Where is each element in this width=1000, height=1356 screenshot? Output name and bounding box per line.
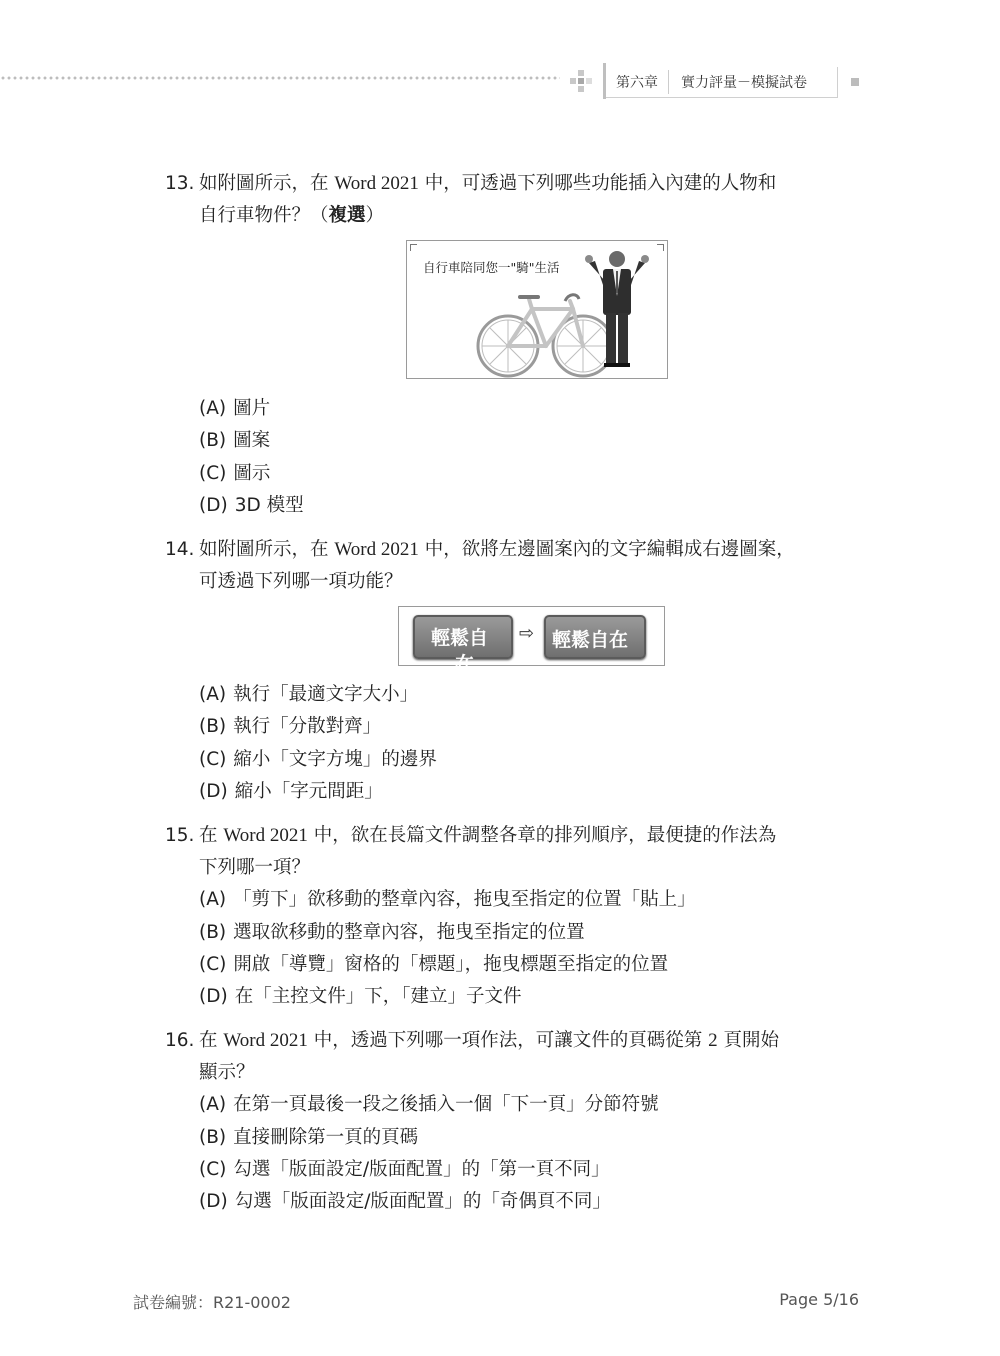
header-separator bbox=[668, 70, 669, 94]
question-text-line: 在 Word 2021 中，欲在長篇文件調整各章的排列順序，最便捷的作法為 bbox=[199, 825, 777, 846]
question-text-line: 自行車物件？（複選） bbox=[199, 205, 385, 226]
question-text-line: 顯示？ bbox=[199, 1062, 255, 1083]
page-number: Page 5/16 bbox=[779, 1290, 859, 1309]
question-number: 13. bbox=[165, 173, 195, 194]
option-d: (D) 在「主控文件」下，「建立」子文件 bbox=[199, 986, 522, 1007]
header-dotted-rule bbox=[0, 76, 560, 80]
wordart-after: 輕鬆自在 bbox=[544, 615, 646, 659]
option-d: (D) 3D 模型 bbox=[199, 495, 304, 516]
option-c: (C) 縮小「文字方塊」的邊界 bbox=[199, 749, 437, 770]
bicycle-and-person-illustration bbox=[407, 241, 667, 378]
option-b: (B) 選取欲移動的整章內容，拖曳至指定的位置 bbox=[199, 922, 585, 943]
option-a: (A) 圖片 bbox=[199, 398, 271, 419]
option-c: (C) 勾選「版面設定/版面配置」的「第一頁不同」 bbox=[199, 1159, 610, 1180]
exam-id: 試卷編號：R21-0002 bbox=[133, 1293, 291, 1312]
chapter-label: 第六章 bbox=[616, 75, 658, 91]
wordart-figure bbox=[398, 606, 665, 675]
question-number: 14. bbox=[165, 539, 195, 560]
question-text-line: 如附圖所示，在 Word 2021 中，欲將左邊圖案內的文字編輯成右邊圖案， bbox=[199, 539, 795, 560]
option-b: (B) 圖案 bbox=[199, 430, 271, 451]
header-bar bbox=[603, 63, 606, 99]
question-number: 15. bbox=[165, 825, 195, 846]
chapter-title: 實力評量－模擬試卷 bbox=[681, 75, 807, 91]
question-text-line: 在 Word 2021 中，透過下列哪一項作法，可讓文件的頁碼從第 2 頁開始 bbox=[199, 1030, 780, 1051]
option-a: (A) 「剪下」欲移動的整章內容，拖曳至指定的位置「貼上」 bbox=[199, 889, 696, 910]
question-number: 16. bbox=[165, 1030, 195, 1051]
bicycle-figure bbox=[406, 240, 668, 379]
question-text-line: 下列哪一項？ bbox=[199, 857, 311, 878]
option-b: (B) 直接刪除第一頁的頁碼 bbox=[199, 1127, 419, 1148]
arrow-right-icon: ⇨ bbox=[519, 623, 535, 644]
header-decoration bbox=[570, 70, 592, 94]
question-text-line: 可透過下列哪一項功能？ bbox=[199, 571, 403, 592]
option-c: (C) 開啟「導覽」窗格的「標題」，拖曳標題至指定的位置 bbox=[199, 954, 669, 975]
question-text-line: 如附圖所示，在 Word 2021 中，可透過下列哪些功能插入內建的人物和 bbox=[199, 173, 777, 194]
option-d: (D) 勾選「版面設定/版面配置」的「奇偶頁不同」 bbox=[199, 1191, 611, 1212]
option-d: (D) 縮小「字元間距」 bbox=[199, 781, 383, 802]
option-b: (B) 執行「分散對齊」 bbox=[199, 716, 382, 737]
option-a: (A) 在第一頁最後一段之後插入一個「下一頁」分節符號 bbox=[199, 1094, 659, 1115]
header-square-icon bbox=[851, 78, 859, 86]
option-c: (C) 圖示 bbox=[199, 463, 271, 484]
wordart-before: 輕鬆自 在 bbox=[413, 615, 513, 659]
figure-caption: 自行車陪同您一"騎"生活 bbox=[423, 260, 560, 275]
option-a: (A) 執行「最適文字大小」 bbox=[199, 684, 419, 705]
running-header bbox=[603, 67, 838, 98]
